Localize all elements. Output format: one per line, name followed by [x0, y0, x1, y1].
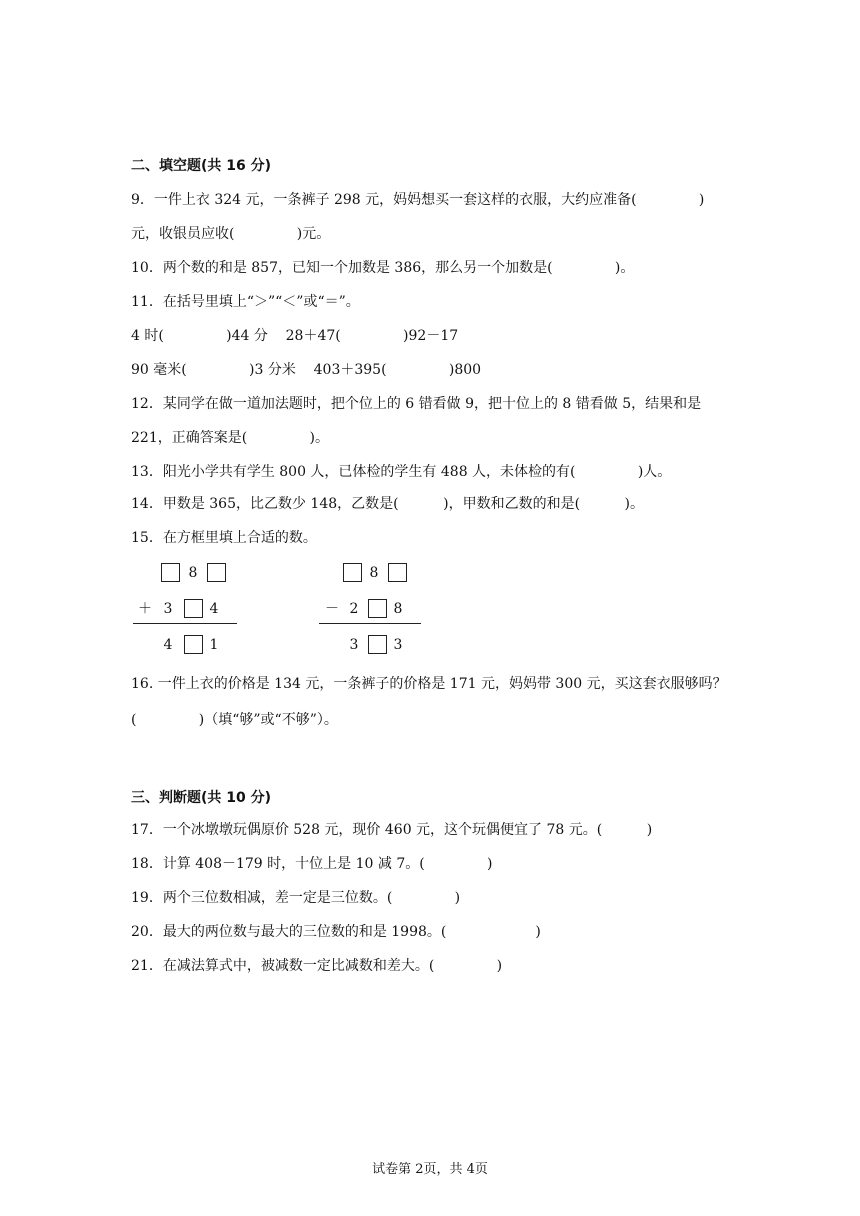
puzzle-digit: 1: [209, 637, 219, 653]
puzzle-digit: 3: [163, 601, 173, 617]
puzzle-digit: 2: [349, 601, 359, 617]
question-11: 11．在括号里填上“＞”“＜”或“＝”。: [131, 294, 360, 310]
question-20: 20．最大的两位数与最大的三位数的和是 1998。( ): [131, 924, 541, 940]
question-12-line-1: 12．某同学在做一道加法题时，把个位上的 6 错看做 9，把十位上的 8 错看做 5，结果和是: [131, 396, 702, 412]
question-15: 15．在方框里填上合适的数。: [131, 530, 317, 546]
question-9-line-2: 元，收银员应收( )元。: [131, 226, 331, 242]
answer-box[interactable]: [343, 563, 362, 582]
section-fill-blank-title: 二、填空题(共 16 分): [131, 158, 272, 174]
question-18: 18．计算 408－179 时，十位上是 10 减 7。( ): [131, 856, 493, 872]
question-16-line-1: 16. 一件上衣的价格是 134 元，一条裤子的价格是 171 元，妈妈带 300 元，买这套衣服够吗？: [131, 676, 727, 692]
question-11-row-1: 4 时( )44 分 28＋47( )92－17: [131, 328, 459, 344]
puzzle-digit: 4: [209, 601, 219, 617]
answer-box[interactable]: [388, 563, 407, 582]
question-11-row-2: 90 毫米( )3 分米 403＋395( )800: [131, 362, 482, 378]
question-9-line-1: 9．一件上衣 324 元，一条裤子 298 元，妈妈想买一套这样的衣服，大约应准备( ): [131, 192, 705, 208]
question-10: 10．两个数的和是 857，已知一个加数是 386，那么另一个加数是( )。: [131, 260, 635, 276]
answer-box[interactable]: [207, 563, 226, 582]
answer-box[interactable]: [368, 599, 387, 618]
question-16-line-2: ( )（填“够”或“不够”）。: [131, 712, 338, 728]
plus-sign: ＋: [138, 601, 152, 617]
answer-box[interactable]: [184, 635, 203, 654]
puzzle-digit: 8: [393, 601, 403, 617]
puzzle-digit: 3: [349, 637, 359, 653]
sum-rule: [133, 623, 237, 624]
puzzle-digit: 3: [393, 637, 403, 653]
answer-box[interactable]: [368, 635, 387, 654]
question-14: 14．甲数是 365，比乙数少 148，乙数是( )，甲数和乙数的和是( )。: [131, 496, 645, 512]
puzzle-digit: 4: [163, 637, 173, 653]
minus-sign: －: [325, 601, 339, 617]
puzzle-digit: 8: [188, 565, 198, 581]
question-17: 17．一个冰墩墩玩偶原价 528 元，现价 460 元，这个玩偶便宜了 78 元。( ): [131, 822, 653, 838]
question-13: 13．阳光小学共有学生 800 人，已体检的学生有 488 人，未体检的有( )人。: [131, 464, 672, 480]
question-19: 19．两个三位数相减，差一定是三位数。( ): [131, 890, 461, 906]
section-judge-title: 三、判断题(共 10 分): [131, 790, 272, 806]
answer-box[interactable]: [184, 599, 203, 618]
question-21: 21．在减法算式中，被减数一定比减数和差大。( ): [131, 958, 503, 974]
answer-box[interactable]: [161, 563, 180, 582]
page-footer: 试卷第 2页，共 4页: [372, 1162, 488, 1177]
puzzle-digit: 8: [369, 565, 379, 581]
difference-rule: [319, 623, 421, 624]
question-12-line-2: 221，正确答案是( )。: [131, 430, 329, 446]
